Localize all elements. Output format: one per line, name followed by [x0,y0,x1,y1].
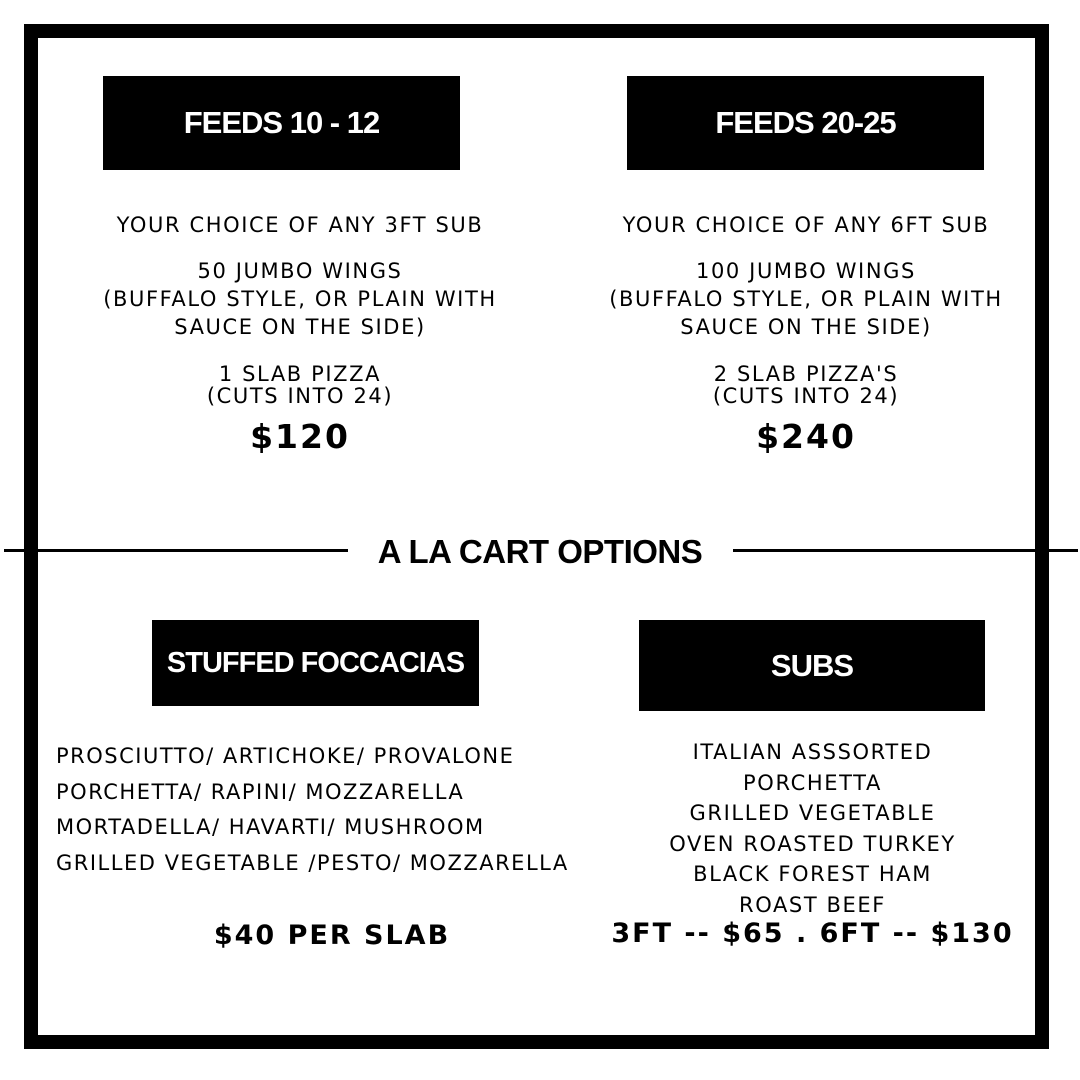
list-item: GRILLED VEGETABLE [689,801,936,825]
package-sub-text: YOUR CHOICE OF ANY 3FT SUB [116,213,484,237]
subs-price: 3FT -- $65 . 6FT -- $130 [611,918,1014,949]
spacer [50,341,550,363]
list-item: BLACK FOREST HAM [693,862,932,886]
package-wings-line: SAUCE ON THE SIDE) [680,315,932,339]
package-wings-line: SAUCE ON THE SIDE) [174,315,426,339]
list-item: GRILLED VEGETABLE /PESTO/ MOZZARELLA [56,850,569,875]
divider-line-left [4,549,348,552]
list-item: ITALIAN ASSSORTED [692,740,933,764]
subs-list [620,737,1005,920]
list-item: PORCHETTA [743,770,882,795]
divider-line-right [733,549,1078,552]
package-pizza-line: 2 SLAB PIZZA'S [713,362,899,386]
package-wings-line: (BUFFALO STYLE, OR PLAIN WITH [103,287,497,311]
section-title: A LA CART OPTIONS [377,533,703,570]
package-heading-feeds-20-25: FEEDS 20-25 [627,76,984,170]
package-sub-text: YOUR CHOICE OF ANY 6FT SUB [622,213,990,237]
package-heading-feeds-10-12: FEEDS 10 - 12 [103,76,460,170]
list-item: ROAST BEEF [739,892,886,917]
package-details-feeds-10-12 [50,211,550,456]
package-price: $120 [250,417,350,456]
list-item: OVEN ROASTED TURKEY [669,831,956,856]
list-item: MORTADELLA/ HAVARTI/ MUSHROOM [56,815,485,839]
package-details-feeds-20-25 [556,211,1056,456]
foccacias-price: $40 PER SLAB [213,920,451,951]
foccacias-list [56,739,569,881]
foccacias-heading: STUFFED FOCCACIAS [152,620,479,706]
package-pizza-line: (CUTS INTO 24) [712,384,900,408]
package-price: $240 [756,417,856,456]
list-item: PORCHETTA/ RAPINI/ MOZZARELLA [56,779,465,804]
subs-heading: SUBS [639,620,985,711]
package-pizza-line: 1 SLAB PIZZA [218,362,382,386]
package-wings-line: (BUFFALO STYLE, OR PLAIN WITH [609,287,1003,311]
spacer [556,239,1056,257]
package-wings-line: 100 JUMBO WINGS [696,259,916,283]
package-pizza-line: (CUTS INTO 24) [206,384,394,408]
spacer [556,341,1056,363]
package-wings-line: 50 JUMBO WINGS [197,259,403,283]
list-item: PROSCIUTTO/ ARTICHOKE/ PROVALONE [56,744,515,768]
spacer [50,239,550,257]
